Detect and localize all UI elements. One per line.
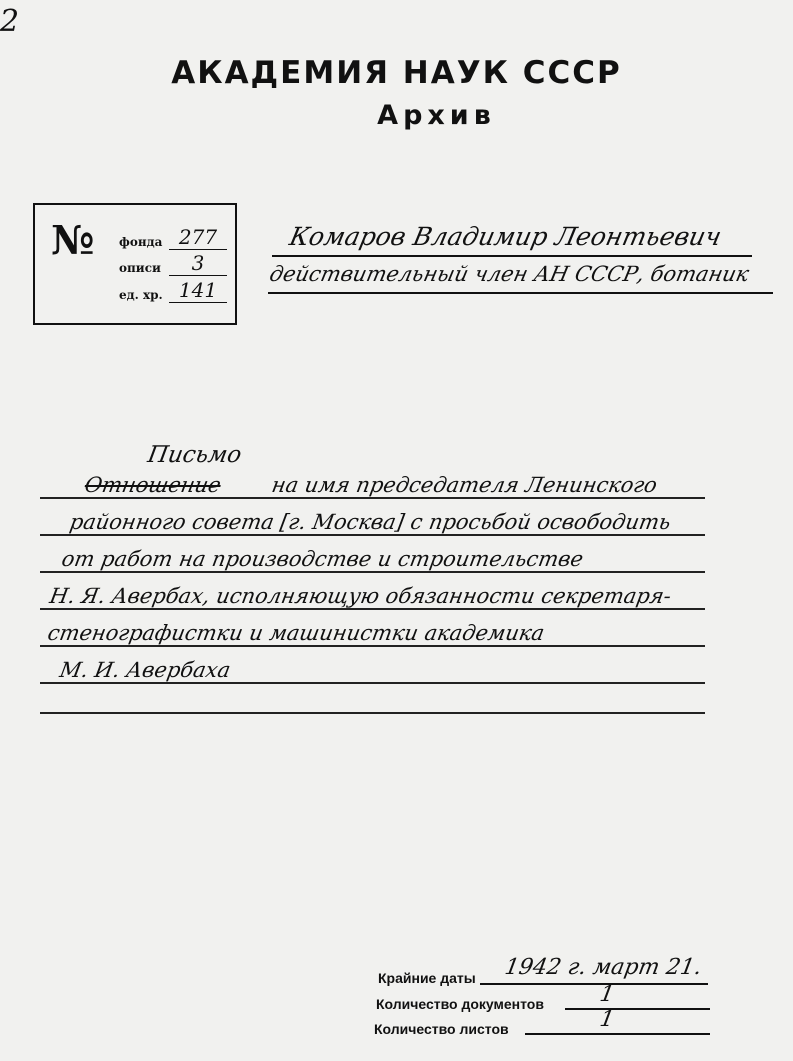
fonds-value: 277	[169, 225, 227, 250]
unit-value: 141	[169, 278, 227, 303]
body-line: Н. Я. Авербах, исполняющую обязанности секретаря-	[47, 584, 674, 608]
fonds-row	[119, 225, 218, 249]
person-name: Комаров Владимир Леонтьевич	[286, 222, 725, 251]
inventory-value: 3	[169, 251, 227, 276]
ruled-line	[40, 645, 705, 647]
ruled-line	[40, 571, 705, 573]
inventory-label: описи	[119, 261, 161, 275]
unit-row	[119, 278, 218, 302]
docs-value: 1	[597, 982, 617, 1007]
unit-label: ед. хр.	[119, 288, 163, 302]
sheets-value: 1	[597, 1007, 617, 1032]
ruled-line	[40, 497, 705, 499]
page-subtitle: Архив	[377, 100, 496, 131]
struck-word: Отношение	[82, 473, 223, 497]
ruled-line	[40, 608, 705, 610]
docs-rule	[565, 1008, 710, 1010]
ruled-line	[40, 712, 705, 714]
body-line: М. И. Авербаха	[57, 658, 233, 682]
name-underline	[272, 255, 752, 257]
dates-value: 1942 г. март 21.	[502, 955, 704, 980]
inventory-row	[119, 251, 205, 275]
ruled-line	[40, 682, 705, 684]
dates-label: Крайние даты	[378, 970, 476, 986]
person-title: действительный член АН СССР, ботаник	[267, 262, 752, 286]
body-line: районного совета [г. Москва] с просьбой освободить	[67, 510, 673, 534]
catalog-box	[33, 203, 237, 325]
body-line: стенографистки и машинистки академика	[45, 621, 547, 645]
body-line: от работ на производстве и строительстве	[59, 547, 586, 571]
page-title: АКАДЕМИЯ НАУК СССР	[171, 55, 622, 91]
ruled-line	[40, 534, 705, 536]
title-underline	[268, 292, 773, 294]
sheets-label: Количество листов	[374, 1021, 509, 1037]
fonds-label: фонда	[119, 235, 163, 249]
sheets-rule	[525, 1033, 710, 1035]
body-line: на имя председателя Ленинского	[269, 473, 660, 497]
docs-label: Количество документов	[376, 996, 544, 1012]
corner-mark: 2	[0, 4, 20, 39]
number-sign: №	[51, 217, 95, 264]
dates-rule	[480, 983, 708, 985]
document-type: Письмо	[145, 442, 244, 468]
